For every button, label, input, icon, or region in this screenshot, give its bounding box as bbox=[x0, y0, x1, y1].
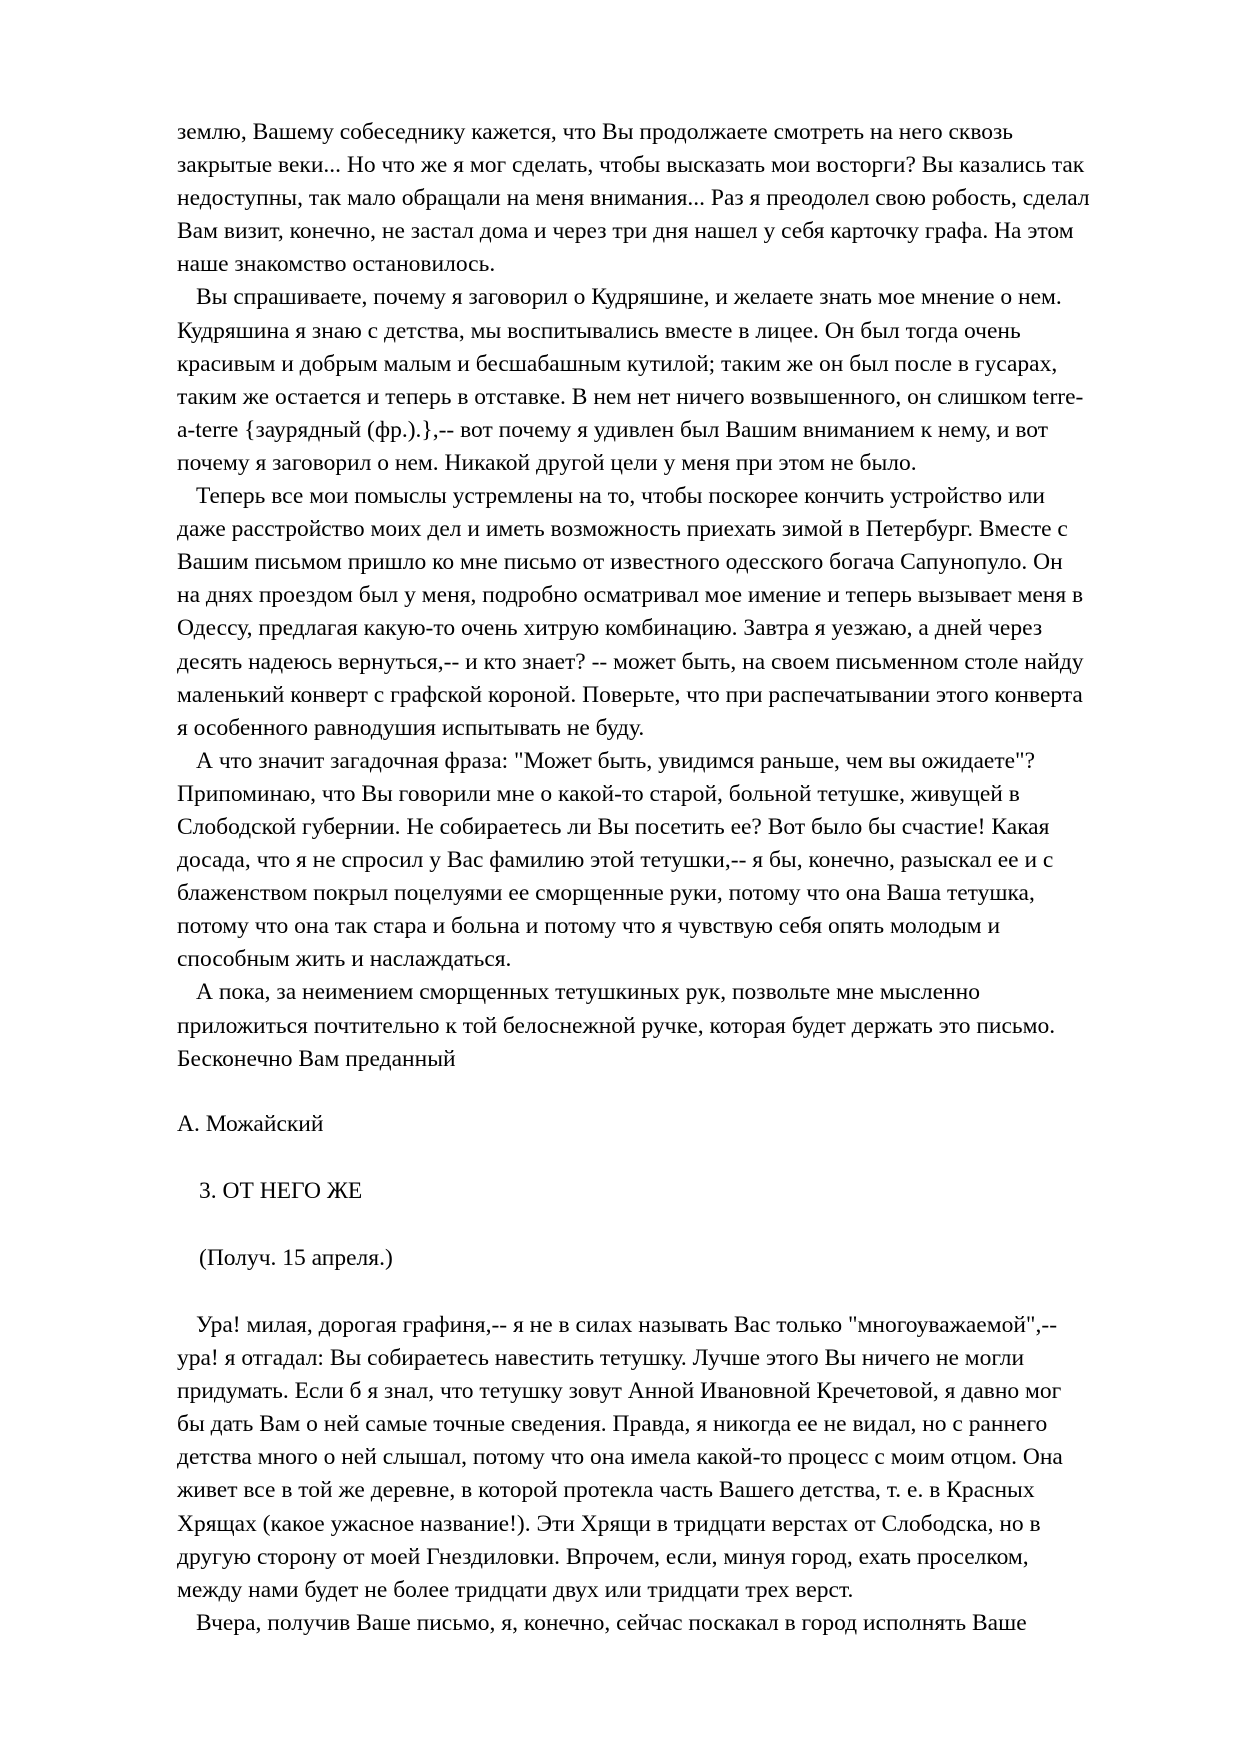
document-page bbox=[177, 116, 1182, 1640]
text-line: Бесконечно Вам преданный bbox=[177, 1045, 456, 1072]
text-line: Кудряшина я знаю с детства, мы воспитывались вместе в лицее. Он был тогда очень bbox=[177, 317, 1021, 344]
text-line: способным жить и наслаждаться. bbox=[177, 946, 512, 973]
text-line: маленький конверт с графской короной. Поверьте, что при распечатывании этого конверта bbox=[177, 681, 1083, 708]
text-line: живет все в той же деревне, в которой протекла часть Вашего детства, т. е. в Красных bbox=[177, 1477, 1035, 1504]
text-line: придумать. Если б я знал, что тетушку зовут Анной Ивановной Кречетовой, я давно мог bbox=[177, 1378, 1062, 1405]
text-line: другую сторону от моей Гнездиловки. Впрочем, если, минуя город, ехать проселком, bbox=[177, 1543, 1029, 1570]
text-line: Вчера, получив Ваше письмо, я, конечно, сейчас поскакал в город исполнять Ваше bbox=[196, 1609, 1027, 1636]
paragraph bbox=[177, 976, 1182, 1075]
text-line: Теперь все мои помыслы устремлены на то, чтобы поскорее кончить устройство или bbox=[196, 483, 1045, 510]
text-line: ура! я отгадал: Вы собираетесь навестить тетушку. Лучше этого Вы ничего не могли bbox=[177, 1345, 1025, 1372]
text-line: на днях проездом был у меня, подробно осматривал мое имение и теперь вызывает меня в bbox=[177, 582, 1084, 609]
text-line: я особенного равнодушия испытывать не буду. bbox=[177, 714, 645, 741]
blank-line bbox=[177, 1275, 1182, 1309]
received-note: (Получ. 15 апреля.) bbox=[199, 1244, 393, 1271]
text-line: Вашим письмом пришло ко мне письмо от известного одесского богача Сапунопуло. Он bbox=[177, 549, 1063, 576]
text-line: Ура! милая, дорогая графиня,-- я не в силах называть Вас только "многоуважаемой",-- bbox=[196, 1312, 1058, 1338]
text-line: Припоминаю, что Вы говорили мне о какой-то старой, больной тетушке, живущей в bbox=[177, 780, 1020, 807]
text-line: Слободской губернии. Не собираетесь ли Вы посетить ее? Вот было бы счастие! Какая bbox=[177, 813, 1050, 840]
section-heading: 3. ОТ НЕГО ЖЕ bbox=[199, 1177, 363, 1204]
text-line: закрытые веки... Но что же я мог сделать, чтобы высказать мои восторги? Вы казались так bbox=[177, 152, 1085, 179]
text-line: приложиться почтительно к той белоснежной ручке, которая будет держать это письмо. bbox=[177, 1012, 1056, 1039]
paragraph bbox=[177, 281, 1182, 480]
text-line: почему я заговорил о нем. Никакой другой цели у меня при этом не было. bbox=[177, 449, 917, 476]
blank-line bbox=[177, 1208, 1182, 1242]
text-line: детства много о ней слышал, потому что она имела какой-то процесс с моим отцом. Она bbox=[177, 1444, 1063, 1471]
text-line: Одессу, предлагая какую-то очень хитрую комбинацию. Завтра я уезжаю, а дней через bbox=[177, 615, 1043, 642]
text-line: бы дать Вам о ней самые точные сведения. Правда, я никогда ее не видал, но с раннего bbox=[177, 1411, 1048, 1438]
text-line: a-terre {заурядный (фр.).},-- вот почему я удивлен был Вашим вниманием к нему, и вот bbox=[177, 416, 1048, 443]
text-line: Вы спрашиваете, почему я заговорил о Кудряшине, и желаете знать мое мнение о нем. bbox=[196, 284, 1062, 311]
text-line: потому что она так стара и больна и потому что я чувствую себя опять молодым и bbox=[177, 913, 1001, 940]
text-line: землю, Вашему собеседнику кажется, что Вы продолжаете смотреть на него сквозь bbox=[177, 119, 1014, 145]
paragraph bbox=[177, 1309, 1182, 1607]
text-line: красивым и добрым малым и бесшабашным кутилой; таким же он был после в гусарах, bbox=[177, 350, 1058, 377]
paragraph bbox=[177, 480, 1182, 745]
text-line: таким же остается и теперь в отставке. В нем нет ничего возвышенного, он слишком terre- bbox=[177, 383, 1084, 410]
text-line: А пока, за неимением сморщенных тетушкиных рук, позвольте мне мысленно bbox=[196, 979, 980, 1006]
text-line: между нами будет не более тридцати двух или тридцати трех верст. bbox=[177, 1576, 854, 1603]
text-line: блаженством покрыл поцелуями ее сморщенные руки, потому что она Ваша тетушка, bbox=[177, 880, 1035, 907]
paragraph bbox=[177, 116, 1182, 281]
text-line: Вам визит, конечно, не застал дома и через три дня нашел у себя карточку графа. На этом bbox=[177, 218, 1074, 245]
paragraph bbox=[177, 1607, 1182, 1640]
text-line: А что значит загадочная фраза: "Может быть, увидимся раньше, чем вы ожидаете"? bbox=[196, 747, 1036, 774]
signature: А. Можайский bbox=[177, 1110, 324, 1137]
blank-line bbox=[177, 1076, 1182, 1108]
text-line: даже расстройство моих дел и иметь возможность приехать зимой в Петербург. Вместе с bbox=[177, 516, 1068, 543]
text-line: Хрящах (какое ужасное название!). Эти Хрящи в тридцати верстах от Слободска, но в bbox=[177, 1510, 1041, 1537]
text-line: досада, что я не спросил у Вас фамилию этой тетушки,-- я бы, конечно, разыскал ее и с bbox=[177, 847, 1054, 874]
text-line: недоступны, так мало обращали на меня внимания... Раз я преодолел свою робость, сделал bbox=[177, 185, 1090, 212]
paragraph bbox=[177, 745, 1182, 977]
text-line: десять надеюсь вернуться,-- и кто знает? -- может быть, на своем письменном столе найду bbox=[177, 648, 1084, 675]
text-line: наше знакомство остановилось. bbox=[177, 251, 496, 278]
blank-line bbox=[177, 1141, 1182, 1175]
